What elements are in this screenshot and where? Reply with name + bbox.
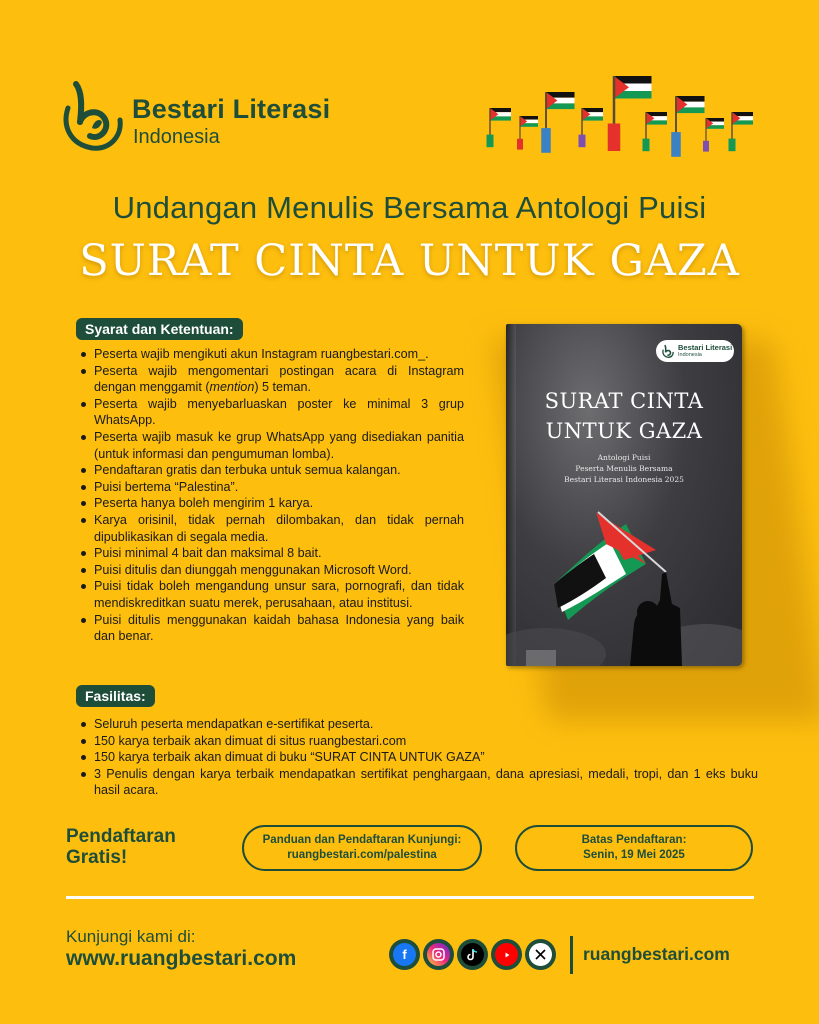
flag-3 xyxy=(541,92,574,153)
instagram-icon[interactable] xyxy=(423,939,454,970)
headline: Undangan Menulis Bersama Antologi Puisi xyxy=(112,190,707,225)
free-registration-label xyxy=(66,826,176,868)
list-item: 3 Penulis dengan karya terbaik mendapatkan sertifikat penghargaan, dana apresiasi, medali, tropi, dan 1 eks buku hasil acara. xyxy=(78,766,758,799)
flag-7 xyxy=(671,96,704,157)
facebook-icon[interactable]: f xyxy=(389,939,420,970)
flag-6 xyxy=(643,112,668,151)
youtube-icon[interactable] xyxy=(491,939,522,970)
book-title xyxy=(506,386,742,446)
book-title-line: UNTUK GAZA xyxy=(545,419,703,443)
list-item: 150 karya terbaik akan dimuat di buku “SURAT CINTA UNTUK GAZA” xyxy=(78,749,758,766)
visit-label: Kunjungi kami di: xyxy=(66,927,196,946)
list-item: Peserta wajib mengikuti akun Instagram ruangbestari.com_. xyxy=(78,346,464,363)
syarat-list xyxy=(78,346,464,645)
visit-url-link[interactable]: www.ruangbestari.com xyxy=(66,947,297,970)
flag-2 xyxy=(517,116,538,150)
list-item: Peserta wajib masuk ke grup WhatsApp yang disediakan panitia (untuk informasi dan pengumuman lomba). xyxy=(78,429,464,462)
list-item: Puisi ditulis dan diunggah menggunakan Microsoft Word. xyxy=(78,562,464,579)
deadline-box xyxy=(515,825,753,871)
book-subtitle xyxy=(506,452,742,485)
list-item: 150 karya terbaik akan dimuat di situs ruangbestari.com xyxy=(78,733,758,750)
registration-guide-label: Panduan dan Pendaftaran Kunjungi: xyxy=(262,834,462,846)
deadline-label: Batas Pendaftaran: xyxy=(581,834,687,846)
fasilitas-section-title: Fasilitas: xyxy=(76,685,155,707)
flag-8 xyxy=(703,118,724,152)
book-badge-subtitle: Indonesia xyxy=(678,352,702,358)
flag-1 xyxy=(487,108,512,147)
brand-subtitle: Indonesia xyxy=(133,126,220,148)
free-registration-line: Pendaftaran xyxy=(66,826,176,847)
fasilitas-list xyxy=(78,716,758,799)
brand-name: Bestari Literasi xyxy=(132,94,331,124)
book-badge xyxy=(656,340,734,362)
list-item xyxy=(78,363,464,396)
book-subtitle-line: Peserta Menulis Bersama xyxy=(575,464,673,473)
flag-9 xyxy=(729,112,754,151)
list-item: Puisi ditulis menggunakan kaidah bahasa Indonesia yang baik dan benar. xyxy=(78,612,464,645)
list-item: Pendaftaran gratis dan terbuka untuk semua kalangan. xyxy=(78,462,464,479)
flag-bearer-illustration xyxy=(506,504,742,666)
book-subtitle-line: Bestari Literasi Indonesia 2025 xyxy=(564,475,684,484)
deadline-date: Senin, 19 Mei 2025 xyxy=(583,849,685,861)
book-badge-title: Bestari Literasi xyxy=(678,343,733,352)
list-item: Karya orisinil, tidak pernah dilombakan, dan tidak pernah dipublikasikan di segala media. xyxy=(78,512,464,545)
book-title-line: SURAT CINTA xyxy=(544,389,704,413)
list-item-tail: ) 5 teman. xyxy=(254,380,312,395)
list-item: Puisi tidak boleh mengandung unsur sara, pornografi, dan tidak mendiskreditkan suatu merek, perusahaan, atau institusi. xyxy=(78,578,464,611)
footer-separator xyxy=(570,936,573,974)
site-url-link[interactable]: ruangbestari.com xyxy=(583,944,730,964)
x-icon[interactable] xyxy=(525,939,556,970)
list-item: Peserta wajib menyebarluaskan poster ke minimal 3 grup WhatsApp. xyxy=(78,396,464,429)
registration-guide-url[interactable]: ruangbestari.com/palestina xyxy=(287,849,437,861)
list-item: Peserta hanya boleh mengirim 1 karya. xyxy=(78,495,464,512)
list-item: Puisi bertema “Palestina”. xyxy=(78,479,464,496)
list-item: Seluruh peserta mendapatkan e-sertifikat peserta. xyxy=(78,716,758,733)
list-item-text: Peserta wajib mengomentari postingan acara di Instagram dengan menggamit ( xyxy=(94,363,464,395)
flag-4 xyxy=(579,108,604,147)
syarat-section-title: Syarat dan Ketentuan: xyxy=(76,318,243,340)
book-cover xyxy=(506,324,742,666)
palestine-flags-illustration xyxy=(484,70,756,158)
main-title: SURAT CINTA UNTUK GAZA xyxy=(79,236,740,286)
brand-logo-icon xyxy=(62,78,124,152)
mention-word: mention xyxy=(209,380,255,395)
registration-guide-box[interactable] xyxy=(242,825,482,871)
book-logo-icon xyxy=(662,344,674,358)
divider xyxy=(66,896,754,899)
book-subtitle-line: Antologi Puisi xyxy=(597,453,651,462)
tiktok-icon[interactable] xyxy=(457,939,488,970)
list-item: Puisi minimal 4 bait dan maksimal 8 bait. xyxy=(78,545,464,562)
free-registration-line: Gratis! xyxy=(66,847,128,868)
